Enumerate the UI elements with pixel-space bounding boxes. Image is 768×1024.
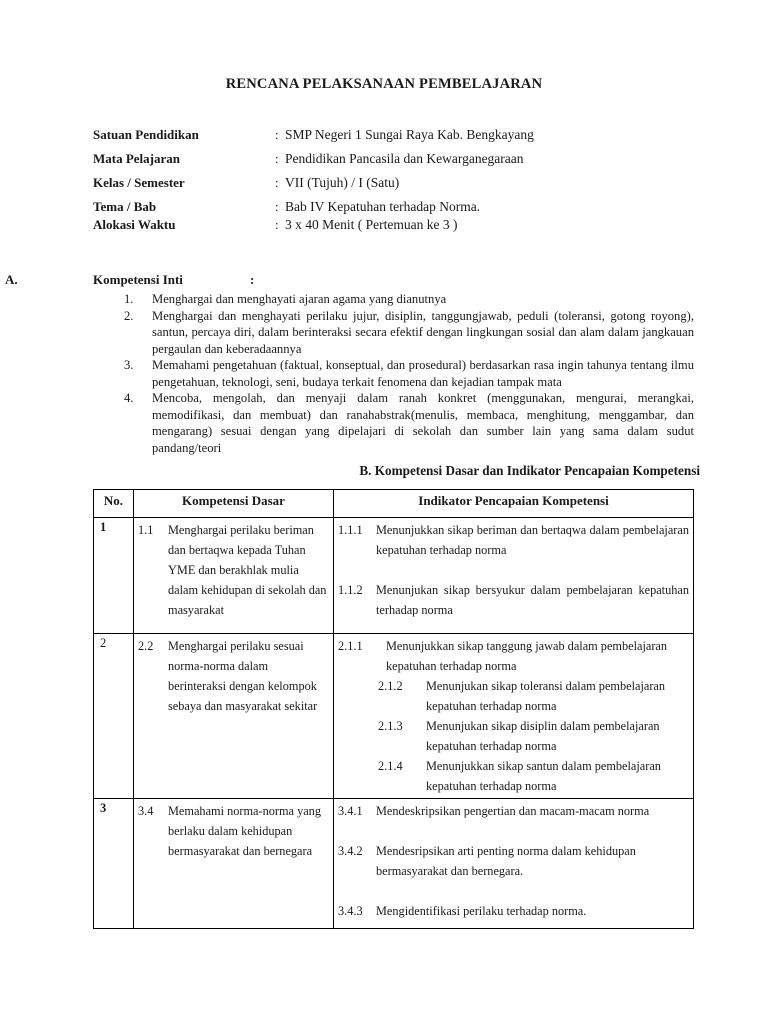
identity-row-mata-pelajaran — [93, 151, 693, 167]
identity-value: VII (Tujuh) / I (Satu) — [285, 175, 400, 190]
indicator-text: Menunjukan sikap disiplin dalam pembelajaran kepatuhan terhadap norma — [426, 719, 660, 753]
spacer — [338, 560, 689, 580]
indicator-text: Menunjukkan sikap tanggung jawab dalam pembelajaran kepatuhan terhadap norma — [386, 639, 668, 673]
identity-label: Kelas / Semester — [93, 175, 185, 190]
column-header-kompetensi-dasar: Kompetensi Dasar — [134, 490, 334, 518]
section-a-colon: : — [250, 272, 255, 287]
indicator-text: Menunjukan sikap bersyukur dalam pembelajaran kepatuhan terhadap norma — [376, 583, 689, 617]
indicator-text: Menunjukkan sikap beriman dan bertaqwa dalam pembelajaran kepatuhan terhadap norma — [376, 523, 689, 557]
list-item — [124, 291, 694, 308]
indicator-text: Mendesripsikan arti penting norma dalam kehidupan bermasyarakat dan bernegara. — [376, 844, 636, 878]
list-item-number: 4. — [124, 391, 134, 405]
column-header-no: No. — [94, 490, 134, 518]
cell-kompetensi-dasar — [134, 634, 334, 799]
section-b-title: B. Kompetensi Dasar dan Indikator Pencapaian Kompetensi — [359, 463, 700, 478]
table-row — [94, 799, 694, 929]
table-row — [94, 634, 694, 799]
indicator-number: 2.1.2 — [378, 679, 403, 693]
indicator-number: 3.4.3 — [338, 904, 363, 918]
indicator-number: 2.1.1 — [338, 639, 363, 653]
document-title: RENCANA PELAKSANAAN PEMBELAJARAN — [225, 76, 543, 92]
identity-value: SMP Negeri 1 Sungai Raya Kab. Bengkayang — [285, 127, 534, 142]
indicator-text: Mendeskripsikan pengertian dan macam-macam norma — [376, 804, 650, 818]
spacer — [338, 881, 689, 901]
identity-colon: : — [275, 151, 279, 166]
section-a-marker: A. — [5, 272, 18, 287]
section-a-title: Kompetensi Inti — [93, 272, 183, 287]
indicator-text: Menunjukkan sikap santun dalam pembelajaran kepatuhan terhadap norma — [426, 759, 661, 793]
identity-colon: : — [275, 127, 279, 142]
list-item-label: Memahami pengetahuan (faktual, konseptual, dan prosedural) berdasarkan rasa ingin tahunya tentang ilmu pengetahuan, teknologi, seni, budaya terkait fenomena dan kejadian tampak mata — [152, 358, 694, 389]
table-header-row — [94, 490, 694, 518]
cell-indikator — [334, 634, 694, 799]
identity-colon: : — [275, 217, 279, 232]
column-header-indikator: Indikator Pencapaian Kompetensi — [334, 490, 694, 518]
kd-number: 3.4 — [138, 804, 154, 818]
identity-label: Alokasi Waktu — [93, 217, 176, 232]
list-item-label: Menghargai dan menghayati ajaran agama yang dianutnya — [152, 292, 447, 306]
indicator-text: Mengidentifikasi perilaku terhadap norma. — [376, 904, 587, 918]
indicator-number: 2.1.3 — [378, 719, 403, 733]
cell-no: 1 — [94, 518, 134, 634]
kd-number: 1.1 — [138, 523, 154, 537]
kd-text: Menghargai perilaku sesuai norma-norma dalam berinteraksi dengan kelompok sebaya dan masyarakat sekitar — [168, 639, 318, 713]
cell-no: 3 — [94, 799, 134, 929]
identity-row-alokasi-waktu — [93, 217, 693, 233]
list-item-number: 2. — [124, 308, 134, 323]
list-item-number: 1. — [124, 292, 134, 306]
cell-kompetensi-dasar — [134, 799, 334, 929]
list-item — [124, 357, 694, 390]
cell-kompetensi-dasar — [134, 518, 334, 634]
identity-label: Tema / Bab — [93, 199, 157, 214]
indicator-number: 1.1.2 — [338, 583, 363, 597]
indicator-number: 3.4.2 — [338, 844, 363, 858]
identity-colon: : — [275, 175, 279, 190]
indicator-number: 2.1.4 — [378, 759, 403, 773]
identity-value: 3 x 40 Menit ( Pertemuan ke 3 ) — [285, 217, 458, 232]
identity-colon: : — [275, 199, 279, 214]
kd-text: Menghargai perilaku beriman dan bertaqwa kepada Tuhan YME dan berakhlak mulia dalam kehidupan di sekolah dan masyarakat — [168, 523, 327, 617]
list-item-label: Mencoba, mengolah, dan menyaji dalam ranah konkret (menggunakan, mengurai, merangkai, memodifikasi, dan membuat) dan ranahabstrak(menulis, membaca, menghitung, menggambar, dan mengarang) sesuai dengan yang dipelajari di sekolah dan sumber lain yang sama dalam sudut pandang/teori — [152, 391, 694, 455]
identity-label: Satuan Pendidikan — [93, 127, 199, 142]
list-item-number: 3. — [124, 358, 134, 372]
kompetensi-inti-list — [124, 291, 694, 456]
table-row — [94, 518, 694, 634]
cell-no: 2 — [94, 634, 134, 799]
list-item-label: Menghargai dan menghayati perilaku jujur, disiplin, tanggungjawab, peduli (toleransi, gotong royong), santun, percaya diri, dalam berinteraksi secara efektif dengan lingkungan sosial dan alam dalam jangkauan pergaulan dan keberadaannya — [152, 308, 694, 356]
cell-indikator — [334, 518, 694, 634]
kd-number: 2.2 — [138, 639, 154, 653]
identity-row-kelas-semester — [93, 175, 693, 191]
kd-text: Memahami norma-norma yang berlaku dalam kehidupan bermasyarakat dan bernegara — [168, 804, 321, 858]
identity-label: Mata Pelajaran — [93, 151, 181, 166]
identity-row-satuan-pendidikan — [93, 127, 693, 143]
spacer — [338, 821, 689, 841]
identity-row-tema-bab — [93, 199, 693, 215]
cell-indikator — [334, 799, 694, 929]
list-item — [124, 308, 694, 358]
identity-value: Pendidikan Pancasila dan Kewarganegaraan — [285, 151, 524, 166]
identity-block — [93, 127, 693, 241]
indicator-number: 1.1.1 — [338, 523, 363, 537]
indicator-number: 3.4.1 — [338, 804, 363, 818]
indicator-text: Menunjukan sikap toleransi dalam pembelajaran kepatuhan terhadap norma — [426, 679, 666, 713]
identity-value: Bab IV Kepatuhan terhadap Norma. — [285, 199, 481, 214]
kompetensi-dasar-table — [93, 489, 694, 929]
list-item — [124, 390, 694, 456]
